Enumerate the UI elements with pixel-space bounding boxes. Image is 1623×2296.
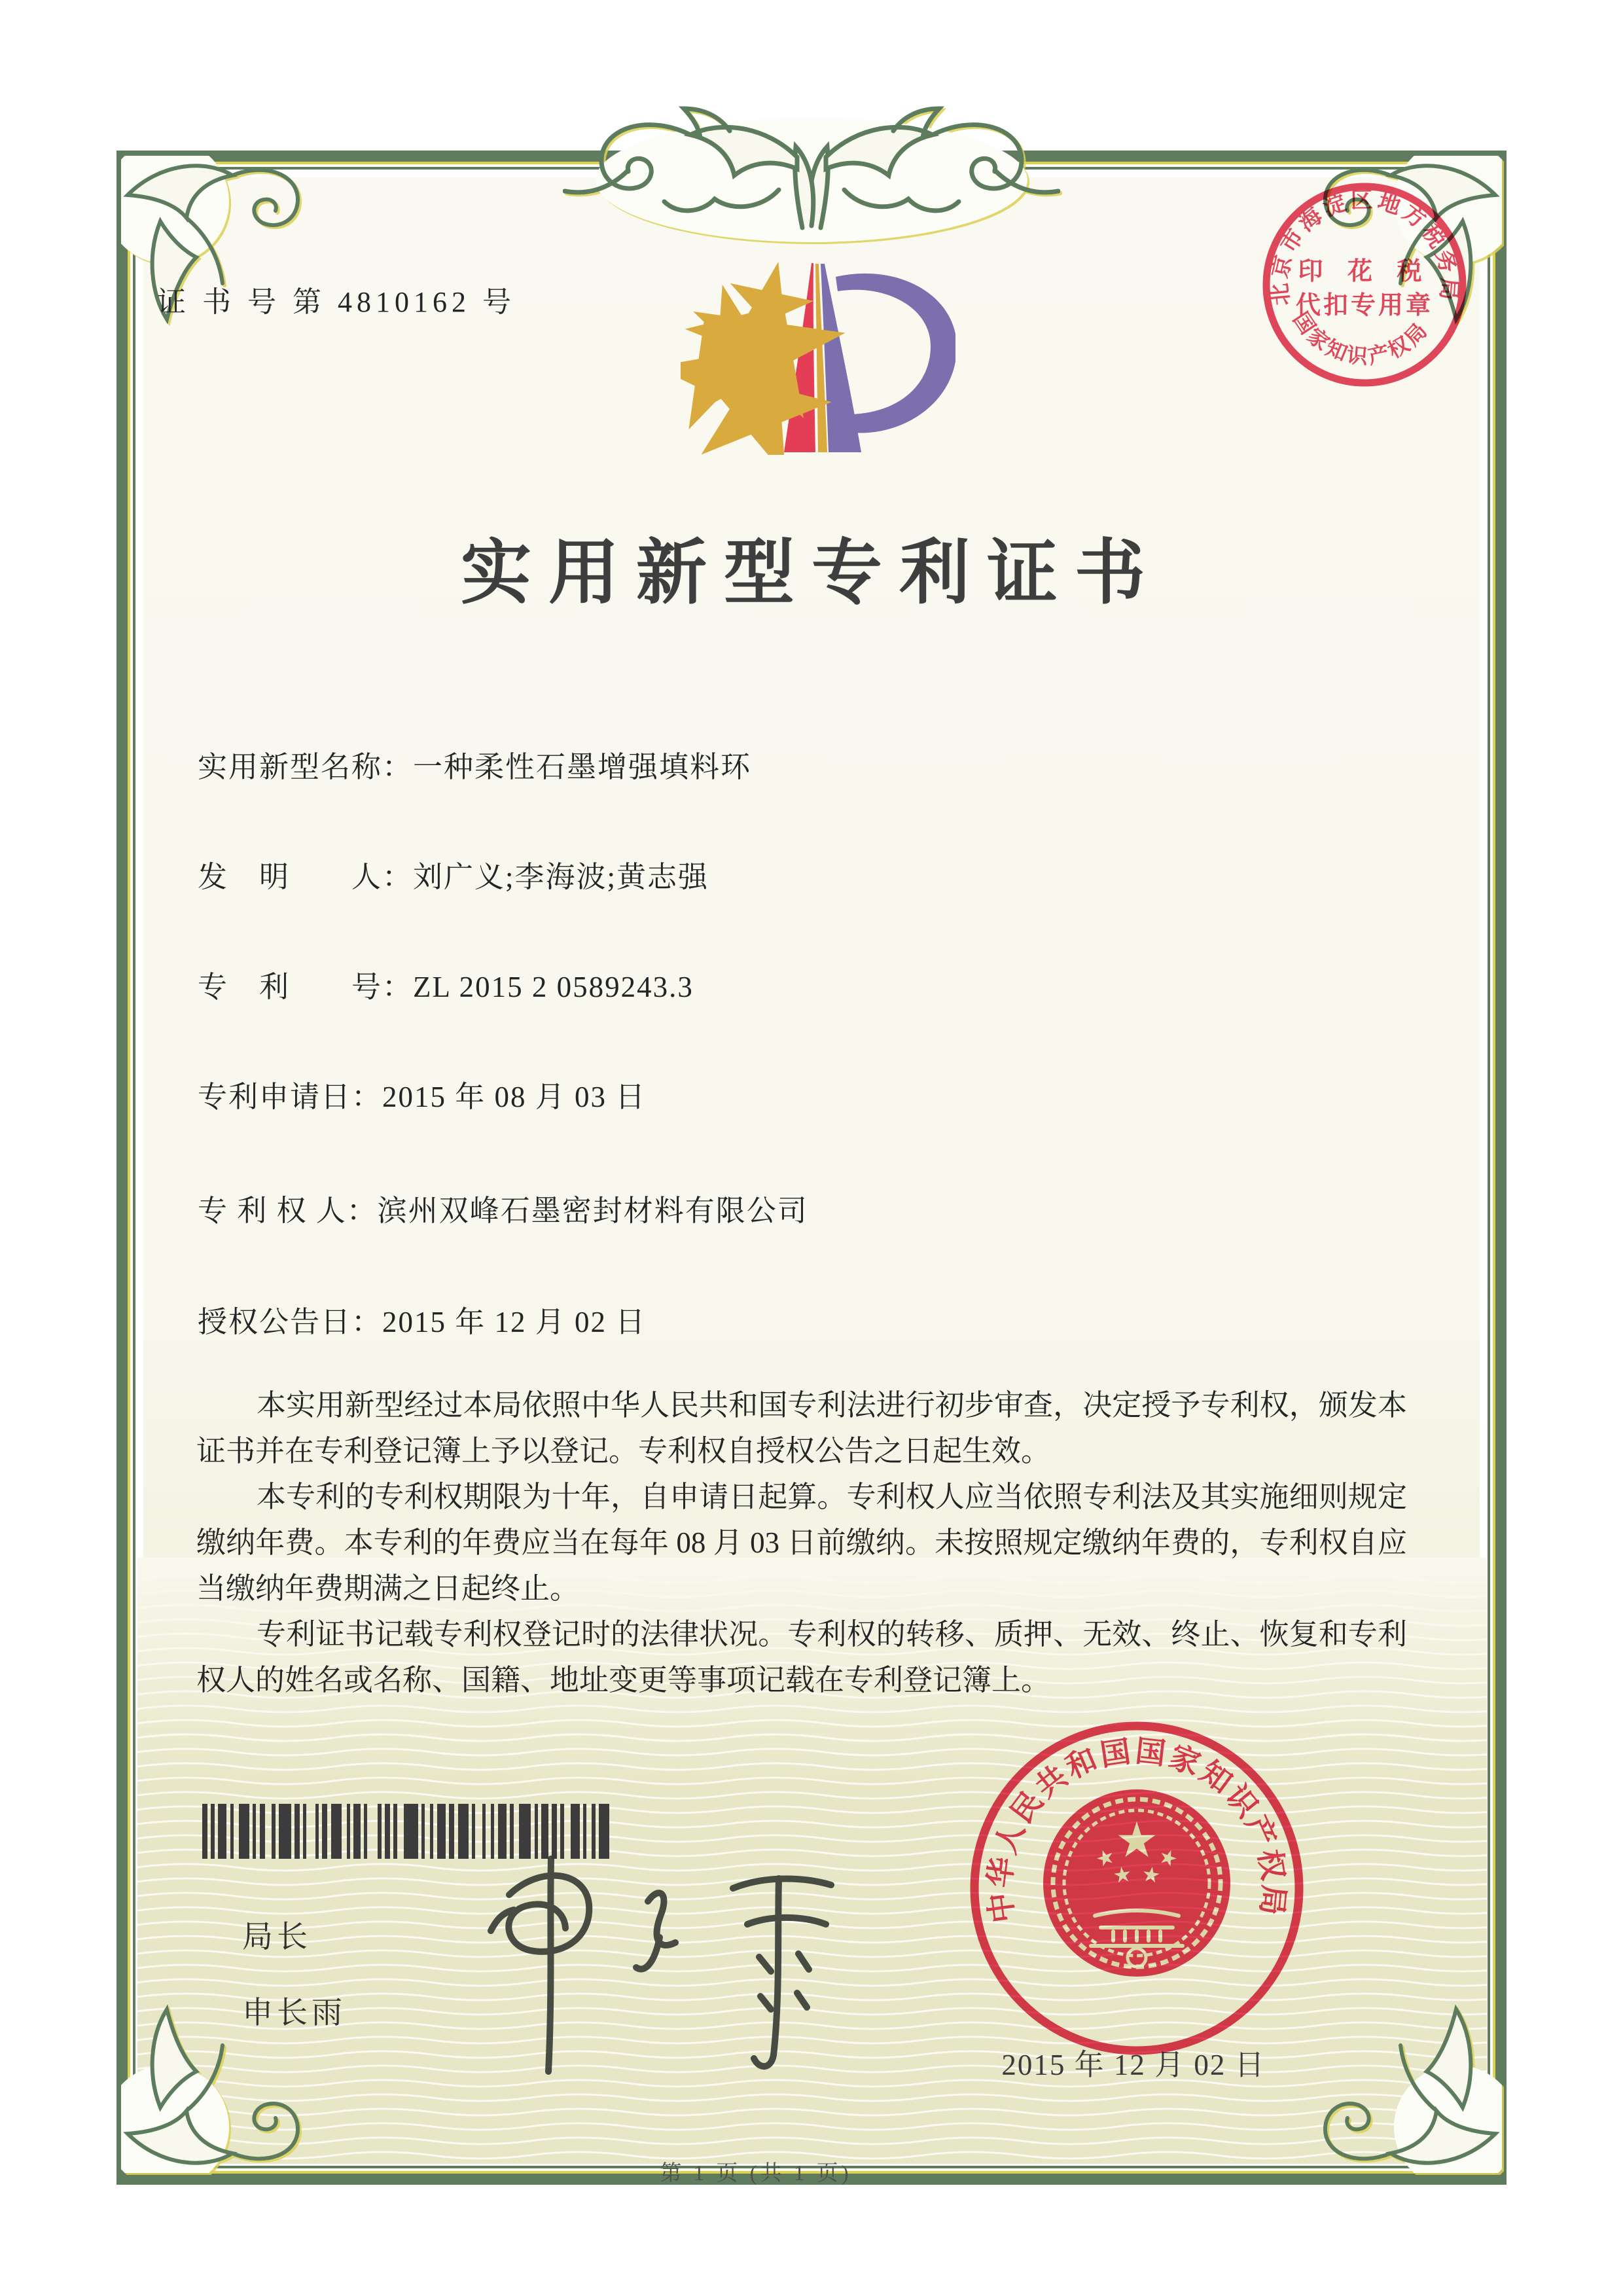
border-flourish-bottom-right-icon	[1306, 1990, 1502, 2173]
legal-paragraph-2: 本专利的专利权期限为十年，自申请日起算。专利权人应当依照专利法及其实施细则规定缴纳年费。本专利的年费应当在每年 08 月 03 日前缴纳。未按照规定缴纳年费的，专利权自应当缴纳年费期满之日起终止。	[196, 1480, 1407, 1605]
signer-title: 局长	[242, 1920, 312, 1954]
cnipa-logo-icon	[681, 239, 955, 455]
field-value: 一种柔性石墨增强填料环	[413, 751, 752, 783]
tax-stamp-line2: 代扣专用章	[1295, 292, 1434, 319]
field-label: 授权公告日：	[198, 1306, 383, 1338]
tax-stamp-line1: 印 花 税	[1298, 258, 1431, 285]
national-emblem-icon	[1043, 1789, 1230, 1977]
seal-date: 2015 年 12 月 02 日	[1001, 2049, 1266, 2081]
office-seal-ring-text: 中华人民共和国国家知识产权局	[982, 1734, 1291, 1925]
field-label: 实用新型名称：	[198, 751, 414, 783]
field-patentee	[198, 1187, 808, 1229]
certificate-title: 实用新型专利证书	[460, 535, 1162, 613]
office-seal	[967, 1718, 1307, 2058]
signer-name: 申长雨	[242, 1996, 346, 2030]
legal-paragraph-1: 本实用新型经过本局依照中华人民共和国专利法进行初步审查，决定授予专利权，颁发本证书并在专利登记簿上予以登记。专利权自授权公告之日起生效。	[196, 1389, 1407, 1467]
legal-text-block	[196, 1382, 1407, 1703]
field-value: 2015 年 08 月 03 日	[382, 1081, 647, 1113]
border-flourish-top-icon	[563, 92, 1060, 242]
svg-text:北京市海淀区地方税务局	[1268, 188, 1462, 307]
field-label: 专利申请日：	[198, 1081, 383, 1113]
field-grant-date	[198, 1298, 646, 1340]
field-filing-date	[198, 1073, 646, 1115]
field-label: 专 利 号：	[198, 971, 414, 1003]
field-patent-number	[198, 963, 694, 1005]
tax-stamp-arc-bottom: 国家知识产权局	[1289, 308, 1433, 369]
handwritten-signature-icon	[452, 1839, 870, 2088]
page-number: 第 1 页 (共 1 页)	[660, 2162, 852, 2185]
certificate-number: 证 书 号 第 4810162 号	[157, 286, 516, 318]
field-value: 2015 年 12 月 02 日	[382, 1306, 647, 1338]
field-value: 刘广义;李海波;黄志强	[413, 861, 709, 893]
field-utility-model-name	[198, 743, 751, 785]
field-value: ZL 2015 2 0589243.3	[413, 971, 694, 1003]
field-label: 发 明 人：	[198, 861, 414, 893]
tax-stamp-seal	[1260, 180, 1469, 389]
field-inventors	[198, 853, 709, 895]
legal-paragraph-3: 专利证书记载专利权登记时的法律状况。专利权的转移、质押、无效、终止、恢复和专利权人的姓名或名称、国籍、地址变更等事项记载在专利登记簿上。	[196, 1618, 1407, 1696]
field-value: 滨州双峰石墨密封材料有限公司	[377, 1194, 808, 1227]
tax-stamp-arc-top: 北京市海淀区地方税务局	[1267, 188, 1462, 307]
field-label: 专 利 权 人：	[198, 1194, 378, 1227]
